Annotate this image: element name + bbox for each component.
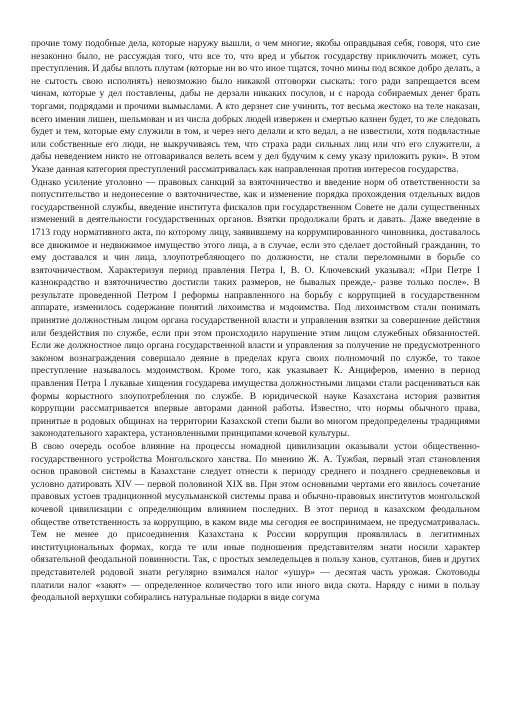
document-page <box>31 38 480 688</box>
paragraph-ukaz-quote: прочие тому подобные дела, которые наружу вышли, о чем многие, якобы оправдывая себя, говоря, что сие незаконно было, не рассуждая того, что все то, что вред и убыток государству приключить может, суть преступления. И дабы вплоть плутам (которые ни во что иное тщатся, точно мины под всякое добро делать, а не сытость свою исполнять) невозможно было никакой отговорки сыскать: того ради запрещается всем чинам, которые у дел поставлены, дабы не дерзали никаких посулов, и с народа собираемых денег брать торгами, подрядами и прочими вымыслами. А кто дерзнет сие учинить, тот весьма жестоко на теле наказан, всего имения лишен, шельмован и из числа добрых людей извержен и смертью казнен будет, то же следовать будет и тем, которые ему служили в том, и через него делали и кто ведал, а не известили, хотя подвластные или собственные его люди, не выкручиваясь тем, что страха ради сильных лиц или что его служители, а дабы неведением никто не отговаривался велеть всем у дел будучим к сему указу приложить руки». В этом Указе данная категория преступлений рассматривалась как направленная против интересов государства. <box>31 38 480 175</box>
paragraph-peter-reforms: Однако усиление уголовно — правовых санкций за взяточничество и введение норм об ответственности за попустительство и недонесение о взяточничестве, как и изменение порядка прохождения отдельных видов государственной службы, введение института фискалов при государственном Совете не дали существенных изменений в деятельности государственных органов. Взятки продолжали брать и давать. Даже введение в 1713 году нормативного акта, по которому лицу, заявившему на коррумпированного чиновника, доставалось все движимое и недвижимое имущество этого лица, а в случае, если это сделает достойный гражданин, то ему доставался и чин лица, злоупотребляющего по должности, не стали переломными в борьбе со взяточничеством. Характеризуя период правления Петра I, В. О. Ключевский указывал: «При Петре I казнокрадство и взяточничество достигли таких размеров, не бывалых прежде,- разве только после». В результате проведенной Петром I реформы направленного на борьбу с коррупцией в государственном аппарате, изменилось содержание понятий лихоимства и мздоимства. Под лихоимством стали понимать принятие должностным лицом органа государственной власти и управления взятки за совершение действия или бездействия по службе, если при этом происходило нарушение этим лицом служебных обязанностей. Если же должностное лицо органа государственной власти и управления за получение не предусмотренного законом вознаграждения совершало деяние в пределах круга своих полномочий по службе, то такое преступление называлось мздоимством. Кроме того, как указывает К. Анциферов, именно в период правления Петра I лукавые хищения государева имущества должностными лицами стали расцениваться как формы корыстного злоупотребления по службе. В юридической науке Казахстана история развития коррупции рассматривается впервые авторами данной работы. Известно, что нормы обычного права, принятые в родовых общинах на территории Казахской степи были во многом предопределены традициями законодательного характера, установленными принципами кочевой культуры. <box>31 176 480 440</box>
paragraph-kazakhstan-history: В свою очередь особое влияние на процессы номадной цивилизации оказывали устои общественно-государственного устройства Монгольского ханства. По мнению Ж. А. Тужбая, первый этап становления основ правовой системы в Казахстане следует отнести к периоду среднего и позднего средневековья и условно датировать XIV — первой половиной XIX вв. При этом основными чертами его явилось сочетание правовых устоев традиционной мусульманской системы права и обычно-правовых институтов монгольской кочевой цивилизации с определяющим влиянием последних. В этот период в казахском феодальном обществе ответственность за коррупцию, в каком виде мы сегодня ее воспринимаем, не предусматривалась. Тем не менее до присоединения Казахстана к России коррупция проявлялась в легитимных институциональных формах, когда те или иные подношения представителям знати носили характер обязательной феодальной повинности. Так, с простых земледельцев в пользу ханов, султанов, биев и других представителей родовой знати регулярно взимался налог «ушур» — десятая часть урожая. Скотоводы платили налог «закят» — определенное количество того или иного вида скота. Наряду с ними в пользу феодальной верхушки собирались натуральные подарки в виде согума <box>31 441 480 604</box>
